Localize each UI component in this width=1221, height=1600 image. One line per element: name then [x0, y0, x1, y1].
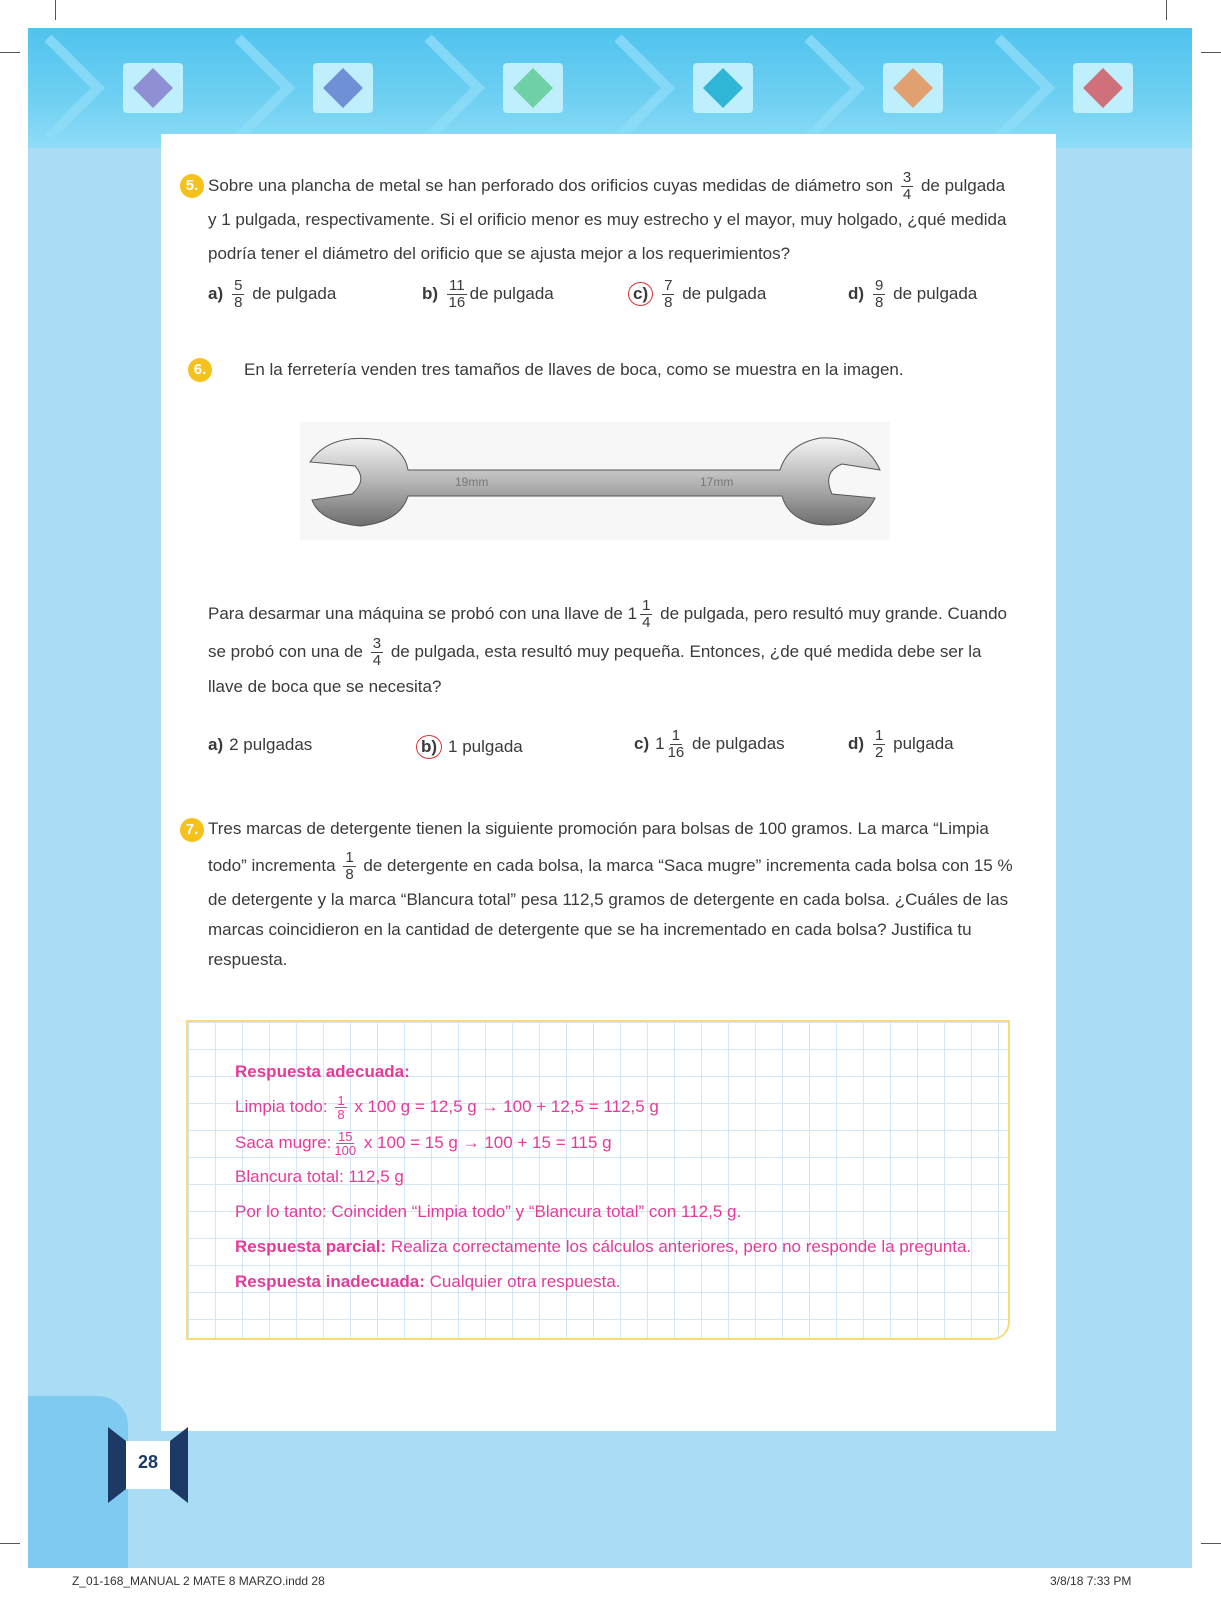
q6-option-a[interactable]: a) 2 pulgadas: [208, 735, 313, 754]
answer-inadequate: Respuesta inadecuada: Cualquier otra respuesta.: [235, 1272, 621, 1291]
answer-partial: Respuesta parcial: Realiza correctamente los cálculos anteriores, pero no responde la pregunta.: [235, 1237, 972, 1256]
crop-mark: [55, 0, 56, 20]
q5-option-a[interactable]: a) $\frac{5}{8}$ de pulgada: [208, 277, 337, 311]
page-number: 28: [137, 1452, 159, 1472]
question-5-line2: y 1 pulgada, respectivamente. Si el orificio menor es muy estrecho y el mayor, muy holgado, ¿qué medida: [208, 210, 1007, 229]
q6-option-d[interactable]: d) $\frac{1}{2}$ pulgada: [848, 727, 954, 761]
wrench-icon: [300, 422, 890, 540]
question-6-para3: llave de boca que se necesita?: [208, 677, 442, 696]
fraction: $\frac{3}{4}$: [902, 169, 912, 203]
q5-option-c[interactable]: c) $\frac{7}{8}$ de pulgada: [628, 278, 766, 311]
wrench-image: [300, 422, 890, 540]
q6-option-b[interactable]: b) 1 pulgada: [416, 735, 523, 759]
crop-mark: [1201, 52, 1221, 53]
question-7-line5: respuesta.: [208, 950, 288, 969]
wrench-label-17: 17mm: [700, 475, 734, 489]
selected-answer-circle: b): [416, 735, 442, 759]
q5-option-b[interactable]: b) $\frac{11}{16}$ de pulgada: [422, 277, 554, 311]
question-7-badge: 7.: [180, 818, 204, 842]
question-7-line4: marcas coincidieron en la cantidad de detergente que se ha incrementado en cada bolsa? Justifica tu: [208, 920, 972, 939]
answer-line-saca: Saca mugre: $\frac{15}{100}$ x 100 = 15 g → 100 + 15 = 115 g: [235, 1129, 612, 1158]
question-5-badge: 5.: [180, 174, 204, 198]
question-6-para1: Para desarmar una máquina se probó con una llave de 1 $\frac{1}{4}$ de pulgada, pero resultó muy grande. Cuando: [208, 597, 1007, 631]
footer-filename: Z_01-168_MANUAL 2 MATE 8 MARZO.indd 28: [72, 1574, 325, 1588]
selected-answer-circle: c): [628, 282, 653, 306]
decorative-banner: [28, 28, 1192, 148]
footer-date: 3/8/18 7:33 PM: [1050, 1574, 1132, 1588]
question-7-line2: todo” incrementa $\frac{1}{8}$ de detergente en cada bolsa, la marca “Saca mugre” incrementa cada bolsa con 15 %: [208, 849, 1013, 883]
crop-mark: [0, 1543, 20, 1544]
q6-option-c[interactable]: c) 1 $\frac{1}{16}$ de pulgadas: [634, 727, 785, 761]
question-6-para2: se probó con una de $\frac{3}{4}$ de pulgada, esta resultó muy pequeña. Entonces, ¿de qué medida debe ser la: [208, 635, 982, 669]
crop-mark: [0, 52, 20, 53]
wrench-label-19: 19mm: [455, 475, 489, 489]
answer-line-limpia: Limpia todo: $\frac{1}{8}$ x 100 g = 12,5 g → 100 + 12,5 = 112,5 g: [235, 1093, 659, 1122]
banner-pattern-icon: [28, 28, 1192, 148]
question-7-line1: Tres marcas de detergente tienen la siguiente promoción para bolsas de 100 gramos. La marca “Limpia: [208, 819, 989, 838]
question-5-line3: podría tener el diámetro del orificio que se ajusta mejor a los requerimientos?: [208, 244, 791, 263]
answer-conclusion: Por lo tanto: Coinciden “Limpia todo” y “Blancura total” con 112,5 g.: [235, 1202, 742, 1221]
crop-mark: [1166, 0, 1167, 20]
q5-option-d[interactable]: d) $\frac{9}{8}$ de pulgada: [848, 277, 978, 311]
answer-line-blancura: Blancura total: 112,5 g: [235, 1167, 404, 1186]
crop-mark: [1201, 1543, 1221, 1544]
answer-title: Respuesta adecuada:: [235, 1062, 410, 1081]
question-7-line3: de detergente y la marca “Blancura total” pesa 112,5 gramos de detergente en cada bolsa. ¿Cuáles de las: [208, 890, 1009, 909]
question-6-intro: En la ferretería venden tres tamaños de llaves de boca, como se muestra en la imagen.: [244, 360, 904, 379]
question-5-line1: Sobre una plancha de metal se han perforado dos orificios cuyas medidas de diámetro son $\frac{3}{4}$ de pulgada: [208, 169, 1006, 203]
question-6-badge: 6.: [188, 358, 212, 382]
